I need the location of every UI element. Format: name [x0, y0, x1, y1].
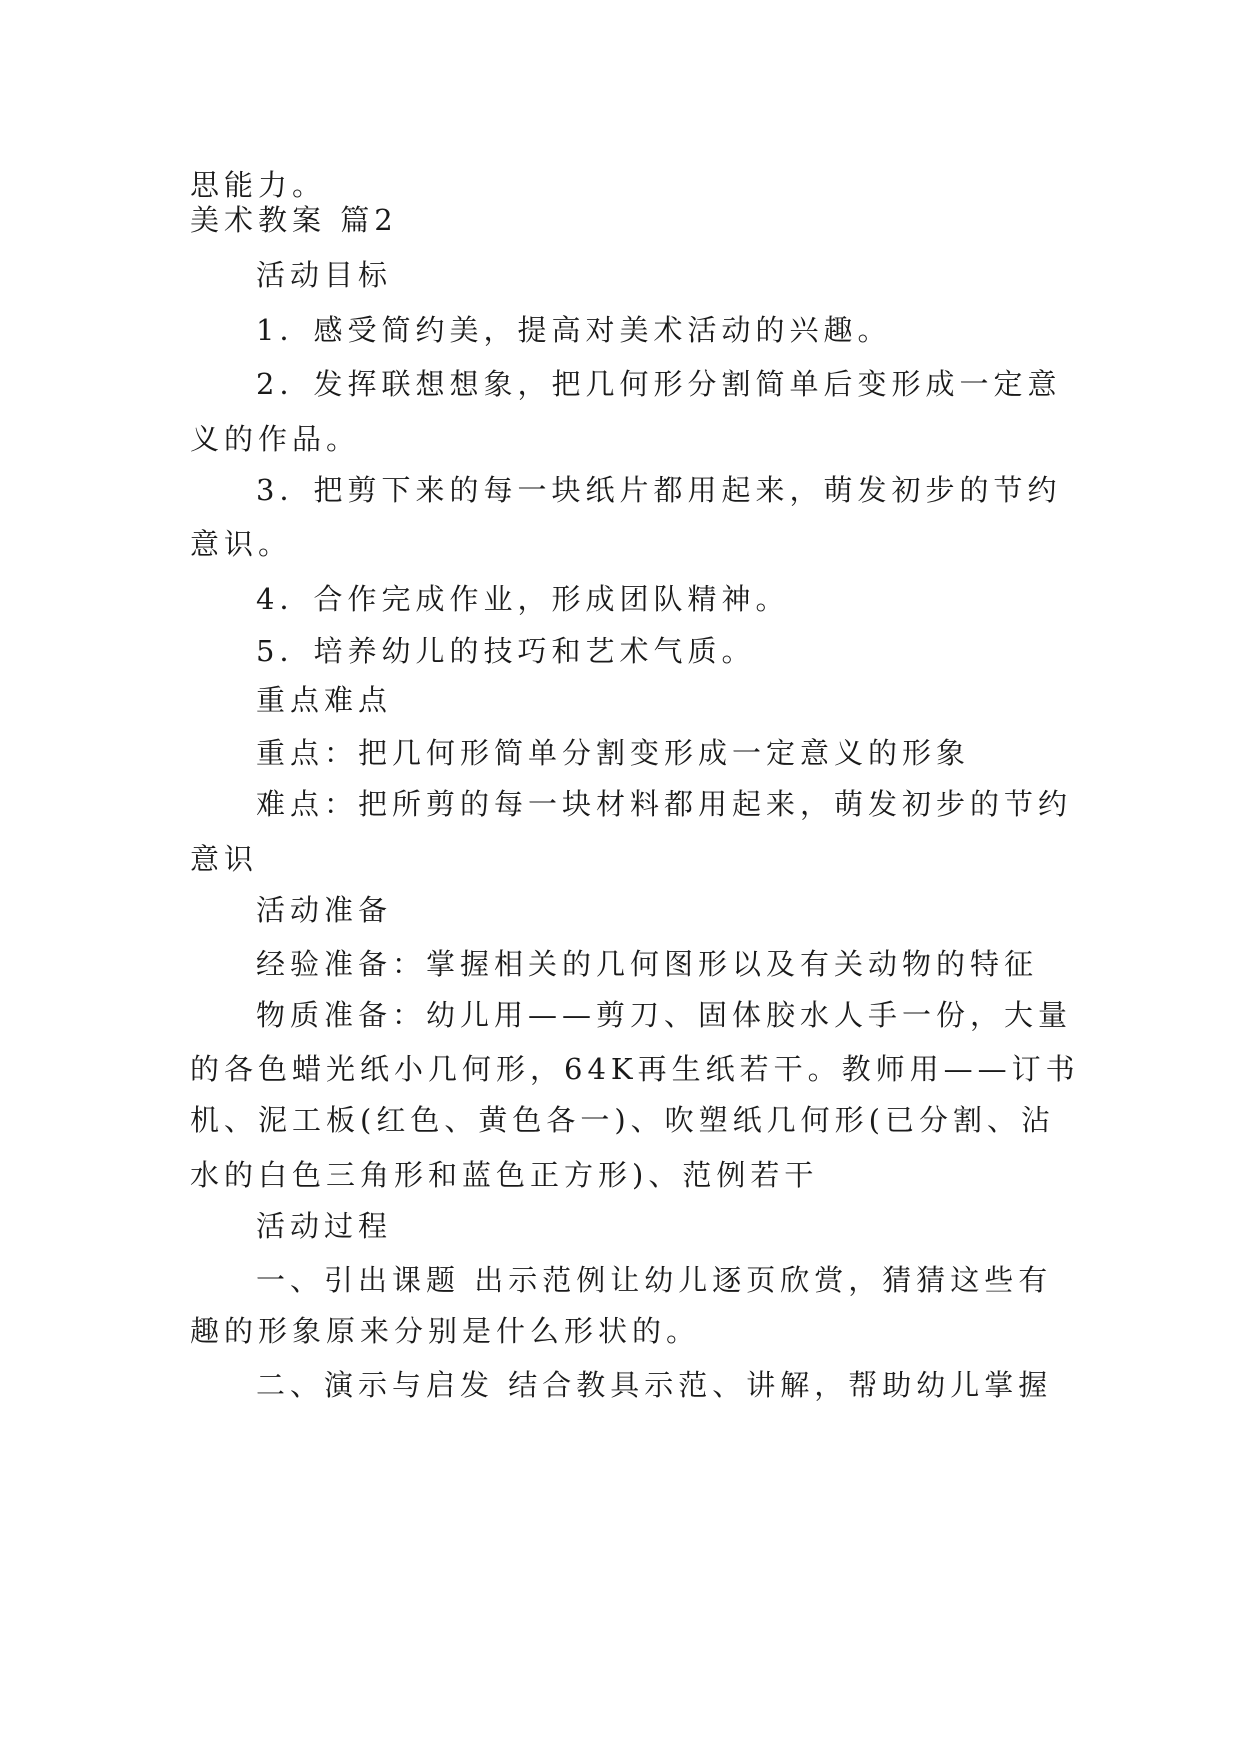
text-line: 1．感受简约美，提高对美术活动的兴趣。: [256, 313, 892, 347]
text-line: 意识。: [190, 527, 293, 561]
text-line: 趣的形象原来分别是什么形状的。: [190, 1314, 701, 1348]
text-line: 意识: [190, 842, 259, 876]
subheading-preparation: 活动准备: [256, 893, 393, 927]
text-line: 义的作品。: [190, 422, 361, 456]
section-heading: 美术教案 篇2: [190, 203, 398, 237]
text-line: 物质准备：幼儿用——剪刀、固体胶水人手一份，大量: [256, 998, 1073, 1032]
text-line: 的各色蜡光纸小几何形，64K再生纸若干。教师用——订书: [190, 1052, 1080, 1086]
text-line: 4．合作完成作业，形成团队精神。: [256, 582, 790, 616]
text-line: 难点：把所剪的每一块材料都用起来，萌发初步的节约: [256, 787, 1073, 821]
text-line: 5．培养幼儿的技巧和艺术气质。: [256, 634, 756, 668]
text-line: 3．把剪下来的每一块纸片都用起来，萌发初步的节约: [256, 473, 1062, 507]
text-line: 机、泥工板(红色、黄色各一)、吹塑纸几何形(已分割、沾: [190, 1103, 1055, 1137]
text-line: 2．发挥联想想象，把几何形分割简单后变形成一定意: [256, 367, 1062, 401]
subheading-key-points: 重点难点: [256, 683, 393, 717]
text-line: 二、演示与启发 结合教具示范、讲解，帮助幼儿掌握: [256, 1368, 1053, 1402]
text-line: 经验准备：掌握相关的几何图形以及有关动物的特征: [256, 947, 1039, 981]
subheading-process: 活动过程: [256, 1209, 393, 1243]
text-line: 思能力。: [190, 168, 327, 202]
text-line: 水的白色三角形和蓝色正方形)、范例若干: [190, 1158, 819, 1192]
text-line: 重点：把几何形简单分割变形成一定意义的形象: [256, 736, 971, 770]
text-line: 一、引出课题 出示范例让幼儿逐页欣赏，猜猜这些有: [256, 1263, 1053, 1297]
subheading-goals: 活动目标: [256, 258, 393, 292]
